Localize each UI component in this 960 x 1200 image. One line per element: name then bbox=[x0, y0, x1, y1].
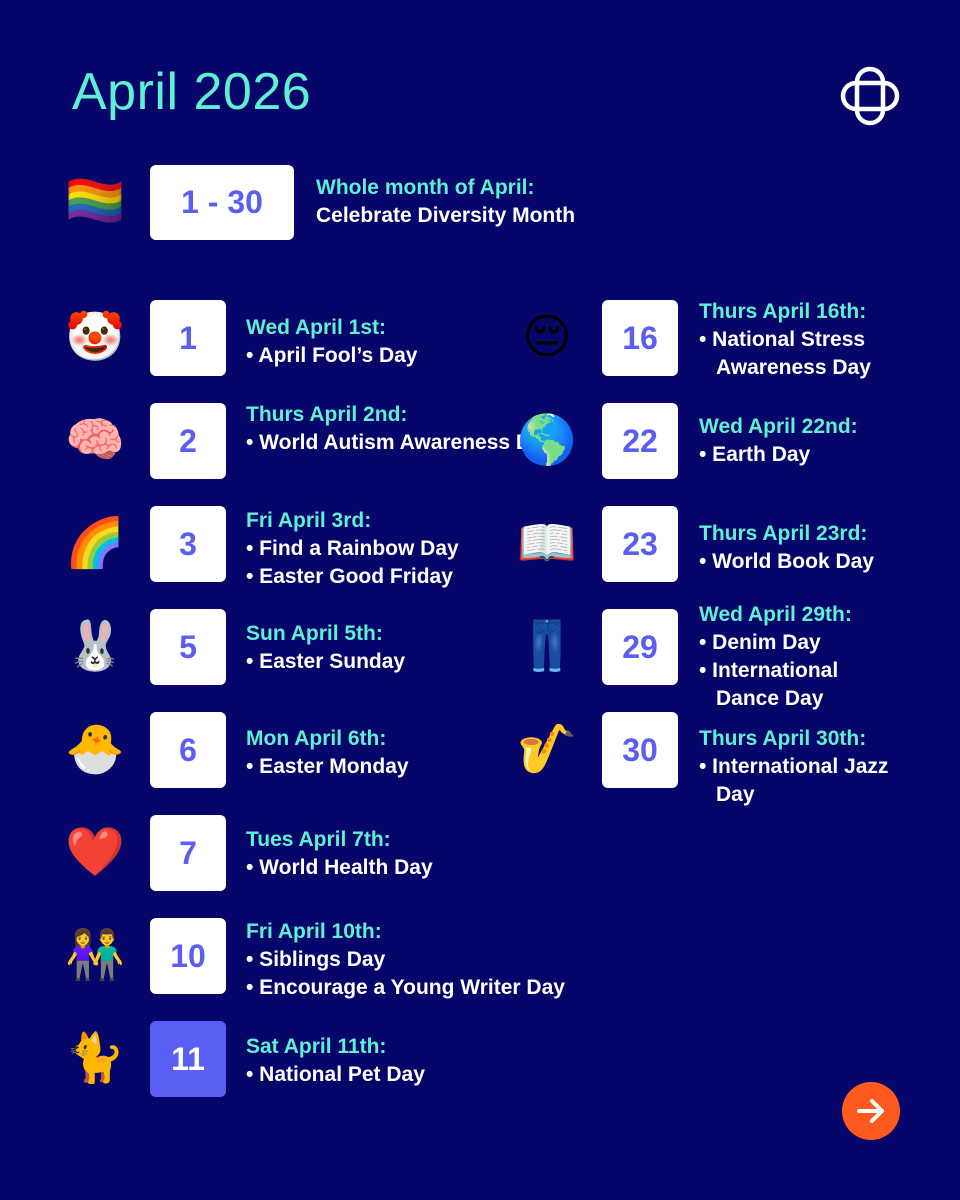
arrow-right-icon bbox=[854, 1094, 888, 1128]
event-item: • World Autism Awareness Day bbox=[246, 431, 555, 454]
rabbit-face-icon: 🐰 bbox=[65, 620, 125, 673]
date-box: 30 bbox=[602, 712, 678, 788]
cat-icon: 🐈 bbox=[65, 1032, 125, 1085]
event-item: • World Health Day bbox=[246, 856, 433, 879]
red-heart-icon: ❤️ bbox=[65, 826, 125, 879]
event-item: • April Fool’s Day bbox=[246, 344, 418, 367]
date-box: 6 bbox=[150, 712, 226, 788]
event-item: • Easter Sunday bbox=[246, 650, 406, 673]
rainbow-icon: 🌈 bbox=[65, 517, 125, 570]
event-heading: Thurs April 30th: bbox=[699, 727, 867, 750]
event-text bbox=[699, 520, 894, 576]
month-text bbox=[316, 174, 575, 230]
event-item: • Siblings Day bbox=[246, 948, 386, 971]
event-item: • National Pet Day bbox=[246, 1063, 425, 1086]
clown-face-icon: 🤡 bbox=[65, 311, 125, 364]
date-box: 23 bbox=[602, 506, 678, 582]
hatching-chick-icon: 🐣 bbox=[65, 723, 125, 776]
event-heading: Wed April 29th: bbox=[699, 603, 852, 626]
siblings-icon: 👫 bbox=[65, 929, 125, 982]
event-heading: Thurs April 23rd: bbox=[699, 522, 868, 545]
date-box: 3 bbox=[150, 506, 226, 582]
event-text bbox=[246, 1033, 606, 1089]
month-item: Celebrate Diversity Month bbox=[316, 204, 576, 227]
date-box: 22 bbox=[602, 403, 678, 479]
saxophone-icon: 🎷 bbox=[517, 723, 577, 776]
event-heading: Sat April 11th: bbox=[246, 1035, 387, 1058]
pensive-face-icon: 😔 bbox=[521, 311, 573, 364]
date-box: 16 bbox=[602, 300, 678, 376]
event-text bbox=[699, 725, 894, 809]
open-book-icon: 📖 bbox=[517, 517, 577, 570]
event-item: • Denim Day bbox=[699, 631, 821, 654]
event-heading: Thurs April 16th: bbox=[699, 300, 867, 323]
event-text bbox=[699, 413, 894, 469]
date-box: 11 bbox=[150, 1021, 226, 1097]
event-item: • World Book Day bbox=[699, 550, 874, 573]
date-box: 5 bbox=[150, 609, 226, 685]
event-text bbox=[246, 826, 606, 882]
jeans-icon: 👖 bbox=[517, 620, 577, 673]
event-item: • International Dance Day bbox=[699, 659, 839, 710]
event-text bbox=[699, 601, 894, 713]
event-heading: Thurs April 2nd: bbox=[246, 403, 408, 426]
date-box: 10 bbox=[150, 918, 226, 994]
event-item: • Easter Monday bbox=[246, 755, 409, 778]
event-heading: Tues April 7th: bbox=[246, 828, 391, 851]
rainbow-flag-icon: 🏳️‍🌈 bbox=[65, 175, 125, 228]
event-heading: Wed April 1st: bbox=[246, 316, 387, 339]
event-heading: Mon April 6th: bbox=[246, 727, 387, 750]
date-box: 29 bbox=[602, 609, 678, 685]
event-item: • Easter Good Friday bbox=[246, 565, 453, 588]
date-box: 2 bbox=[150, 403, 226, 479]
event-text bbox=[246, 918, 606, 1002]
event-item: • Encourage a Young Writer Day bbox=[246, 976, 565, 999]
event-item: • Find a Rainbow Day bbox=[246, 537, 459, 560]
globe-icon: 🌎 bbox=[517, 414, 577, 467]
date-box: 1 bbox=[150, 300, 226, 376]
event-heading: Sun April 5th: bbox=[246, 622, 383, 645]
date-box: 7 bbox=[150, 815, 226, 891]
next-button[interactable] bbox=[842, 1082, 900, 1140]
event-heading: Wed April 22nd: bbox=[699, 415, 858, 438]
logo-icon bbox=[840, 66, 900, 126]
event-text bbox=[699, 298, 894, 382]
page-title: April 2026 bbox=[72, 63, 312, 121]
event-item: • National Stress Awareness Day bbox=[699, 328, 871, 379]
event-heading: Fri April 10th: bbox=[246, 920, 382, 943]
month-range-box: 1 - 30 bbox=[150, 165, 294, 240]
month-heading: Whole month of April: bbox=[316, 176, 535, 199]
event-item: • Earth Day bbox=[699, 443, 811, 466]
event-heading: Fri April 3rd: bbox=[246, 509, 372, 532]
brain-icon: 🧠 bbox=[65, 414, 125, 467]
event-item: • International Jazz Day bbox=[699, 755, 889, 806]
